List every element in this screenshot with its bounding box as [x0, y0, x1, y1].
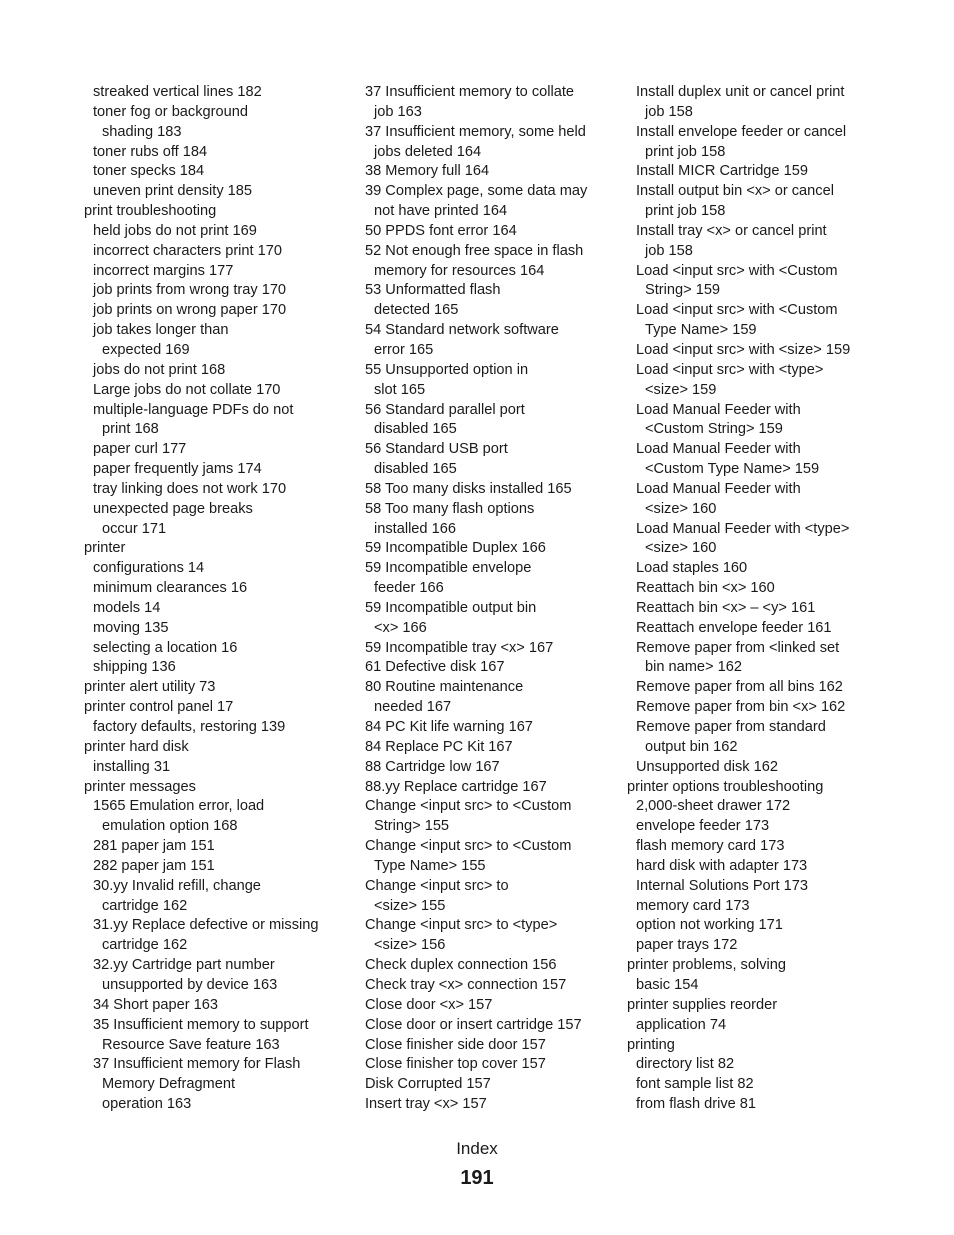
index-entry: Install envelope feeder or cancel	[636, 123, 847, 140]
index-entry: Remove paper from standard	[636, 719, 826, 735]
index-entry: 58 Too many flash options	[365, 500, 535, 517]
index-entry: toner fog or background	[93, 103, 248, 120]
index-entry: 61 Defective disk 167	[365, 659, 505, 676]
index-entry: print troubleshooting	[84, 203, 217, 220]
index-entry: Unsupported disk 162	[636, 758, 778, 775]
index-entry: 80 Routine maintenance	[365, 679, 524, 696]
index-entry: <Custom String> 159	[645, 421, 783, 438]
index-entry: disabled 165	[374, 461, 457, 478]
index-entry: detected 165	[374, 302, 459, 319]
index-entry: Load <input src> with <size> 159	[636, 341, 851, 358]
index-entry: <size> 156	[374, 937, 446, 954]
index-entry: 54 Standard network software	[365, 322, 559, 339]
index-entry: Change <input src> to <Custom	[365, 838, 572, 855]
index-entry: unexpected page breaks	[93, 500, 253, 517]
index-entry: Reattach bin <x> – <y> 161	[636, 599, 816, 616]
index-entry: error 165	[374, 341, 434, 358]
index-entry: Load Manual Feeder with	[636, 441, 801, 458]
index-entry: 52 Not enough free space in flash	[365, 242, 584, 259]
index-entry: job 158	[645, 103, 693, 120]
index-entry: bin name> 162	[645, 659, 742, 676]
index-entry: Change <input src> to	[365, 877, 509, 894]
index-entry: paper curl 177	[93, 441, 187, 458]
index-entry: printer	[84, 540, 126, 557]
index-entry: 84 PC Kit life warning 167	[365, 719, 533, 735]
index-entry: Disk Corrupted 157	[365, 1076, 491, 1093]
index-entry: hard disk with adapter 173	[636, 857, 808, 874]
index-entry: job takes longer than	[93, 322, 229, 339]
index-entry: job prints from wrong tray 170	[93, 282, 287, 299]
index-entry: 88 Cartridge low 167	[365, 758, 500, 775]
index-entry: shading 183	[102, 123, 182, 140]
index-entry: 281 paper jam 151	[93, 838, 215, 855]
index-entry: Close finisher side door 157	[365, 1036, 546, 1053]
index-entry: option not working 171	[636, 917, 783, 934]
index-entry: <size> 159	[645, 381, 717, 398]
index-entry: Internal Solutions Port 173	[636, 877, 808, 894]
index-entry: Remove paper from <linked set	[636, 639, 840, 656]
index-entry: Type Name> 155	[374, 857, 486, 874]
index-entry: installed 166	[374, 520, 456, 537]
index-entry: printer control panel 17	[84, 699, 234, 716]
index-entry: <size> 160	[645, 540, 717, 557]
index-entry: factory defaults, restoring 139	[93, 719, 286, 735]
index-entry: streaked vertical lines 182	[93, 84, 262, 100]
index-entry: minimum clearances 16	[93, 580, 248, 597]
index-column-3	[627, 83, 887, 1115]
index-entry: installing 31	[93, 758, 171, 775]
index-entry: toner specks 184	[93, 163, 205, 180]
index-entry: 38 Memory full 164	[365, 163, 490, 180]
index-entry: uneven print density 185	[93, 183, 253, 200]
index-entry: String> 159	[645, 282, 721, 299]
index-entry: Close door <x> 157	[365, 996, 493, 1013]
index-entry: 35 Insufficient memory to support	[93, 1016, 309, 1033]
index-entry: 59 Incompatible envelope	[365, 560, 532, 577]
index-entry: models 14	[93, 599, 161, 616]
index-entry: flash memory card 173	[636, 838, 785, 855]
index-entry: incorrect margins 177	[93, 262, 234, 279]
index-entry: 88.yy Replace cartridge 167	[365, 778, 547, 795]
index-entry: <size> 155	[374, 897, 446, 914]
index-entry: Large jobs do not collate 170	[93, 381, 281, 398]
index-entry: printer problems, solving	[627, 957, 786, 974]
index-entry: cartridge 162	[102, 937, 188, 954]
index-entry: 59 Incompatible tray <x> 167	[365, 639, 554, 656]
index-entry: <x> 166	[374, 619, 427, 636]
index-entry: tray linking does not work 170	[93, 480, 287, 497]
index-entry: Load Manual Feeder with	[636, 480, 801, 497]
index-entry: Remove paper from bin <x> 162	[636, 699, 846, 716]
index-column-2	[365, 83, 615, 1115]
index-entry: memory for resources 164	[374, 262, 545, 279]
index-entry: 50 PPDS font error 164	[365, 222, 517, 239]
index-entry: 37 Insufficient memory, some held	[365, 123, 586, 140]
index-entry: toner rubs off 184	[93, 143, 208, 160]
index-entry: envelope feeder 173	[636, 818, 770, 835]
index-entry: memory card 173	[636, 897, 750, 914]
index-entry: Remove paper from all bins 162	[636, 679, 843, 696]
index-entry: Load Manual Feeder with <type>	[636, 520, 850, 537]
index-entry: feeder 166	[374, 580, 444, 597]
index-entry: job prints on wrong paper 170	[93, 302, 287, 319]
index-entry: printing	[627, 1036, 675, 1053]
index-entry: occur 171	[102, 520, 167, 537]
index-entry: printer options troubleshooting	[627, 778, 824, 795]
index-entry: 58 Too many disks installed 165	[365, 480, 572, 497]
index-entry: 30.yy Invalid refill, change	[93, 877, 261, 894]
index-entry: shipping 136	[93, 659, 176, 676]
index-entry: 1565 Emulation error, load	[93, 798, 265, 815]
index-entry: String> 155	[374, 818, 450, 835]
index-entry: operation 163	[102, 1096, 192, 1113]
index-entry: Load <input src> with <type>	[636, 361, 824, 378]
index-entry: needed 167	[374, 699, 452, 716]
index-entry: Insert tray <x> 157	[365, 1096, 487, 1113]
index-entry: 32.yy Cartridge part number	[93, 957, 275, 974]
index-entry: <size> 160	[645, 500, 717, 517]
index-entry: job 163	[374, 103, 422, 120]
index-entry: not have printed 164	[374, 203, 508, 220]
index-entry: Change <input src> to <type>	[365, 917, 558, 934]
index-entry: print job 158	[645, 203, 726, 220]
index-entry: Resource Save feature 163	[102, 1036, 280, 1053]
index-entry: 37 Insufficient memory for Flash	[93, 1056, 301, 1073]
index-entry: Load <input src> with <Custom	[636, 262, 838, 279]
index-entry: <Custom Type Name> 159	[645, 461, 820, 478]
index-entry: printer hard disk	[84, 738, 189, 755]
index-entry: Load staples 160	[636, 560, 748, 577]
index-entry: Close finisher top cover 157	[365, 1056, 546, 1073]
index-entry: Load <input src> with <Custom	[636, 302, 838, 319]
index-column-1	[84, 83, 346, 1115]
index-entry: slot 165	[374, 381, 426, 398]
index-entry: Close door or insert cartridge 157	[365, 1016, 582, 1033]
index-entry: 2,000-sheet drawer 172	[636, 798, 791, 815]
index-entry: Change <input src> to <Custom	[365, 798, 572, 815]
index-entry: job 158	[645, 242, 693, 259]
index-entry: 55 Unsupported option in	[365, 361, 529, 378]
index-entry: 59 Incompatible Duplex 166	[365, 540, 546, 557]
index-entry: incorrect characters print 170	[93, 242, 282, 259]
index-entry: 39 Complex page, some data may	[365, 183, 588, 200]
index-entry: output bin 162	[645, 738, 738, 755]
footer-section-label: Index	[456, 1139, 498, 1158]
index-entry: 34 Short paper 163	[93, 996, 218, 1013]
index-entry: 56 Standard USB port	[365, 441, 508, 458]
index-entry: printer alert utility 73	[84, 679, 216, 696]
index-entry: print job 158	[645, 143, 726, 160]
index-entry: 31.yy Replace defective or missing	[93, 917, 319, 934]
index-entry: Reattach bin <x> 160	[636, 580, 775, 597]
index-entry: cartridge 162	[102, 897, 188, 914]
index-entry: basic 154	[636, 976, 699, 993]
index-entry: from flash drive 81	[636, 1096, 757, 1113]
index-entry: application 74	[636, 1016, 727, 1033]
index-entry: emulation option 168	[102, 818, 238, 835]
index-entry: 59 Incompatible output bin	[365, 599, 537, 616]
index-entry: Load Manual Feeder with	[636, 401, 801, 418]
index-entry: 84 Replace PC Kit 167	[365, 738, 513, 755]
index-entry: Check tray <x> connection 157	[365, 976, 567, 993]
index-entry: Reattach envelope feeder 161	[636, 619, 832, 636]
index-entry: directory list 82	[636, 1056, 735, 1073]
index-entry: printer messages	[84, 778, 196, 795]
index-entry: multiple-language PDFs do not	[93, 401, 294, 418]
index-entry: Check duplex connection 156	[365, 957, 557, 974]
index-entry: 53 Unformatted flash	[365, 282, 501, 299]
index-entry: 56 Standard parallel port	[365, 401, 525, 418]
index-entry: Memory Defragment	[102, 1076, 236, 1093]
page-number: 191	[460, 1167, 494, 1189]
index-entry: jobs deleted 164	[374, 143, 482, 160]
index-entry: printer supplies reorder	[627, 996, 778, 1013]
index-entry: selecting a location 16	[93, 639, 238, 656]
index-entry: font sample list 82	[636, 1076, 754, 1093]
index-entry: paper trays 172	[636, 937, 738, 954]
index-entry: moving 135	[93, 619, 169, 636]
index-entry: Install duplex unit or cancel print	[636, 84, 845, 100]
index-entry: disabled 165	[374, 421, 457, 438]
index-entry: print 168	[102, 421, 159, 438]
index-entry: Install MICR Cartridge 159	[636, 163, 808, 180]
index-entry: held jobs do not print 169	[93, 222, 257, 239]
index-entry: Type Name> 159	[645, 322, 757, 339]
index-entry: jobs do not print 168	[93, 361, 226, 378]
index-entry: expected 169	[102, 341, 190, 358]
index-entry: Install tray <x> or cancel print	[636, 222, 827, 239]
index-entry: paper frequently jams 174	[93, 461, 262, 478]
index-entry: configurations 14	[93, 560, 205, 577]
index-entry: unsupported by device 163	[102, 976, 278, 993]
index-entry: Install output bin <x> or cancel	[636, 183, 834, 200]
index-entry: 37 Insufficient memory to collate	[365, 84, 575, 100]
index-entry: 282 paper jam 151	[93, 857, 215, 874]
